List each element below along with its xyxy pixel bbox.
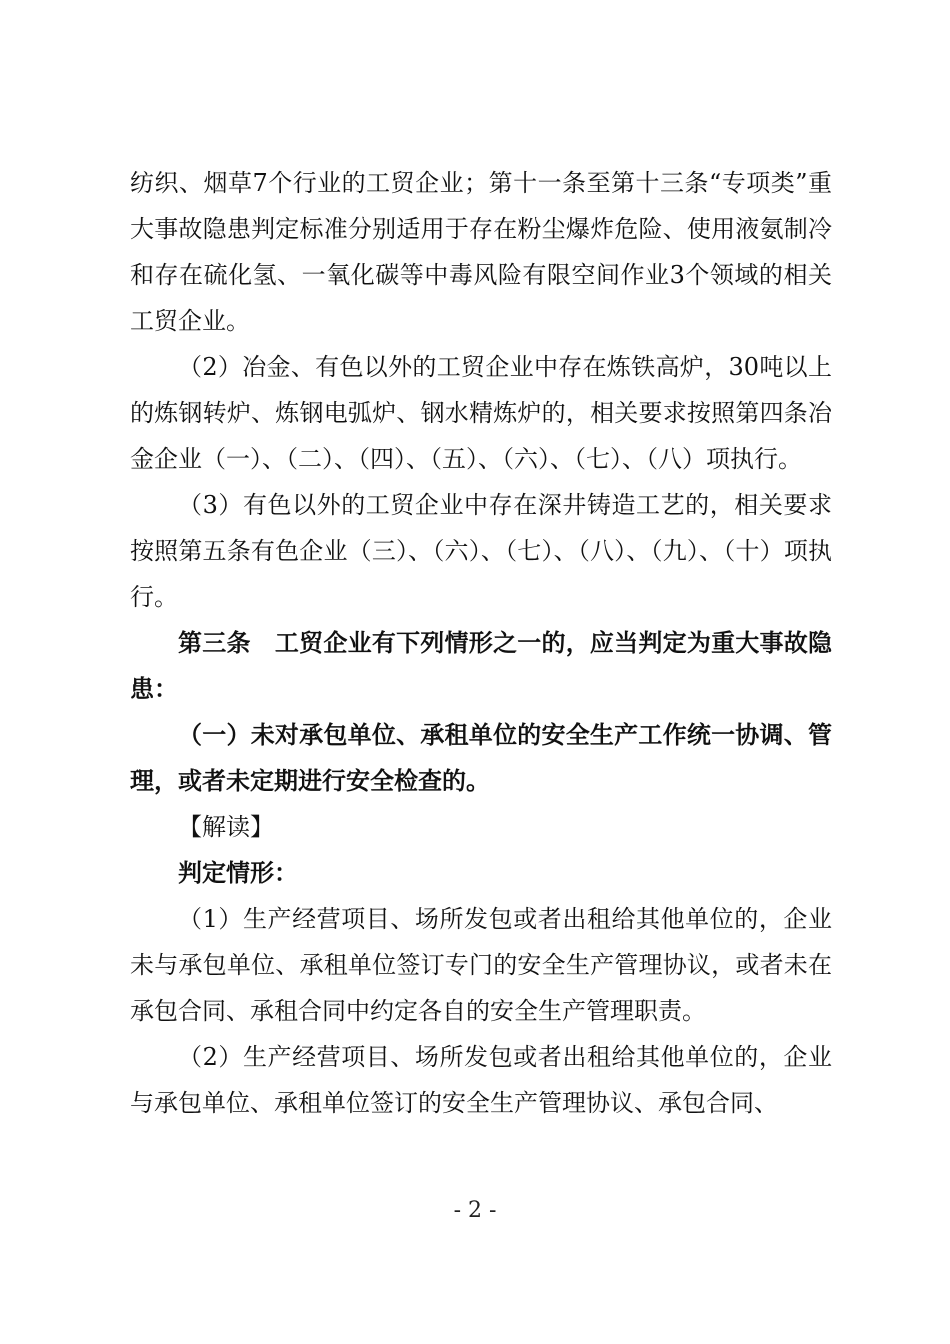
page-number: - 2 - bbox=[453, 1198, 497, 1223]
judgment-item-1: （1）生产经营项目、场所发包或者出租给其他单位的，企业未与承包单位、承租单位签订专门的安全生产管理协议，或者未在承包合同、承租合同中约定各自的安全生产管理职责。 bbox=[130, 905, 832, 1025]
paragraph-item-2-metallurgy: （2）冶金、有色以外的工贸企业中存在炼铁高炉，30吨以上的炼钢转炉、炼钢电弧炉、钢水精炼炉的，相关要求按照第四条冶金企业（一）、（二）、（四）、（五）、（六）、（七）、（八）项执行。 bbox=[130, 353, 832, 473]
judgment-item-2: （2）生产经营项目、场所发包或者出租给其他单位的，企业与承包单位、承租单位签订的安全生产管理协议、承包合同、 bbox=[130, 1043, 832, 1117]
article-three-clause-one: （一）未对承包单位、承租单位的安全生产工作统一协调、管理，或者未定期进行安全检查的。 bbox=[130, 720, 832, 795]
document-body bbox=[130, 160, 832, 1126]
paragraph-continuation: 纺织、烟草7个行业的工贸企业；第十一条至第十三条“专项类”重大事故隐患判定标准分别适用于存在粉尘爆炸危险、使用液氨制冷和存在硫化氢、一氧化碳等中毒风险有限空间作业3个领域的相关工贸企业。 bbox=[130, 169, 832, 335]
interpretation-label: 【解读】 bbox=[178, 813, 274, 841]
judgment-situation-label: 判定情形： bbox=[178, 858, 298, 887]
paragraph-item-3-casting: （3）有色以外的工贸企业中存在深井铸造工艺的，相关要求按照第五条有色企业（三）、（六）、（七）、（八）、（九）、（十）项执行。 bbox=[130, 491, 832, 611]
article-three-heading: 第三条 工贸企业有下列情形之一的，应当判定为重大事故隐患： bbox=[130, 628, 832, 703]
